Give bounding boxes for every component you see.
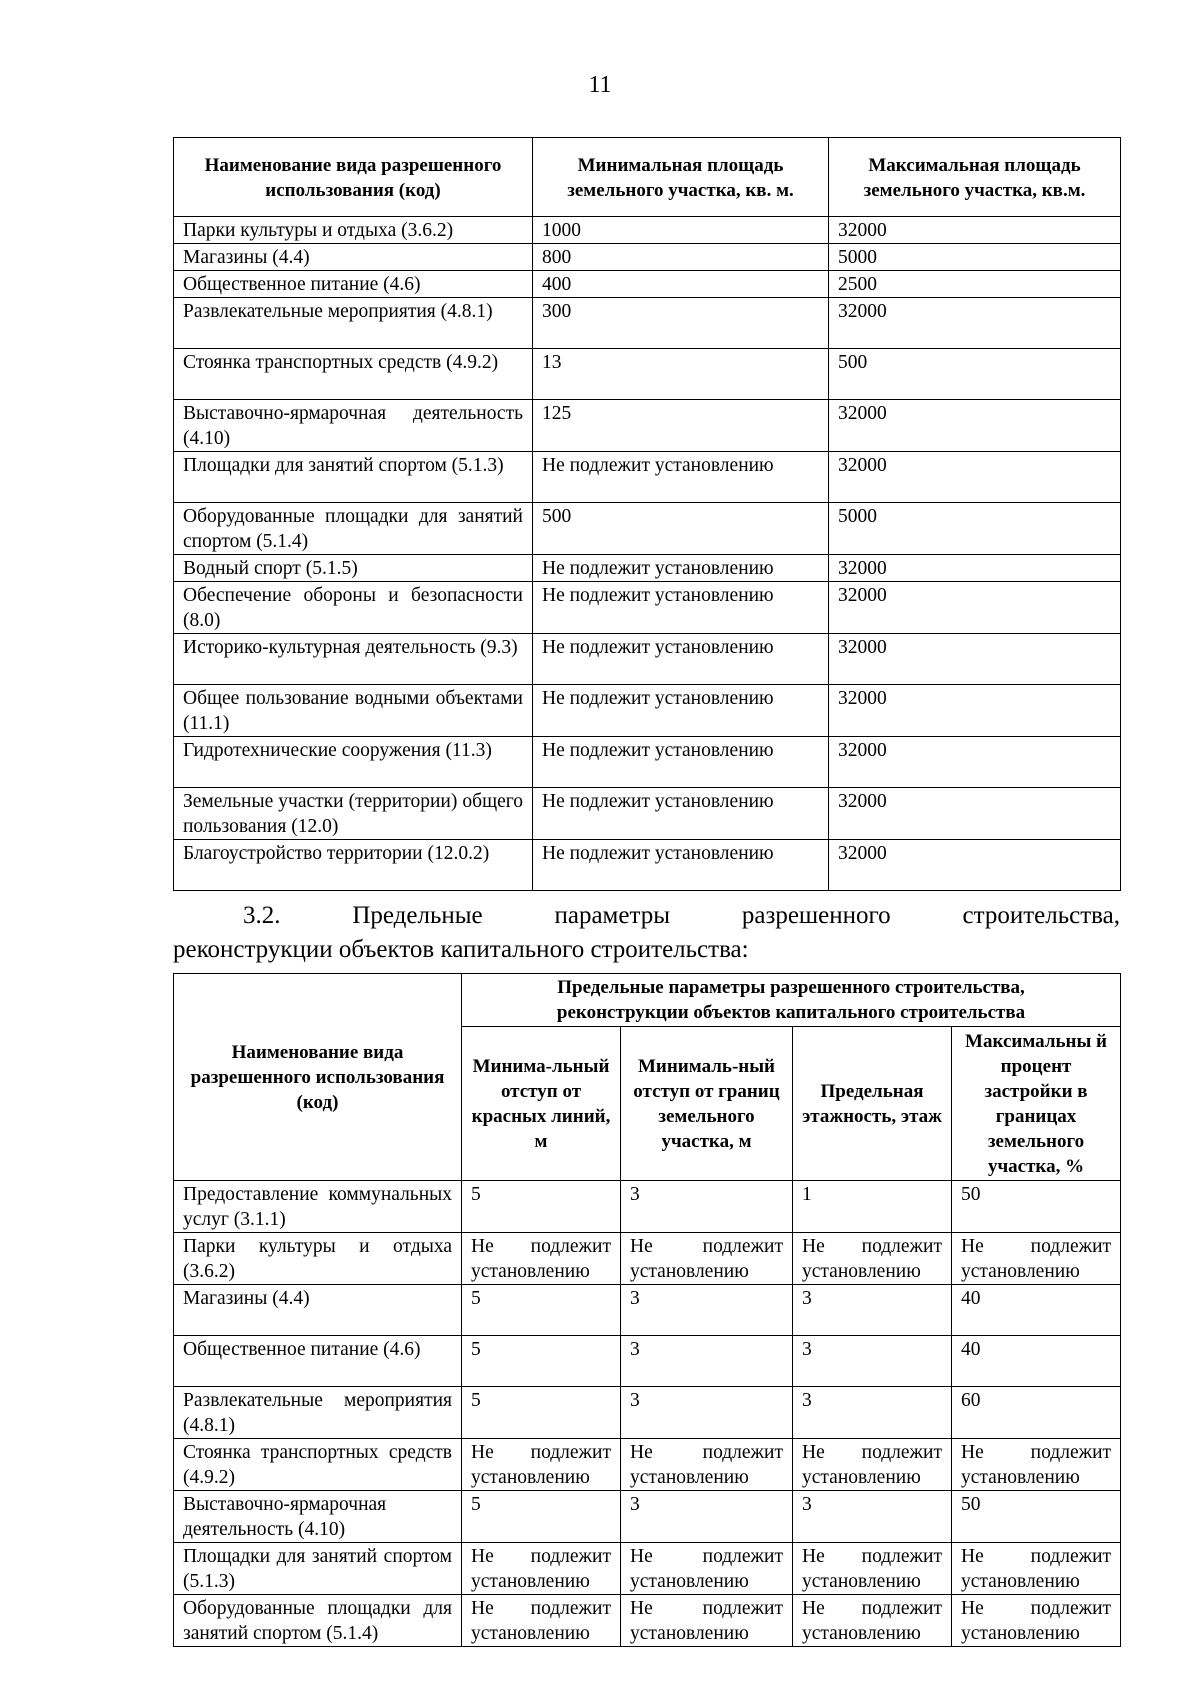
use-type-cell: Оборудованные площадки для занятий спортом (5.1.4) xyxy=(174,503,533,555)
min-area-cell: Не подлежит установлению xyxy=(533,840,829,891)
max-floors-cell: Не подлежит установлению xyxy=(793,1439,952,1491)
table-row xyxy=(174,555,1121,582)
table-row xyxy=(174,1233,1121,1285)
page-number: 11 xyxy=(588,72,612,98)
header-min-area: Минимальная площадь земельного участка, кв. м. xyxy=(533,138,829,217)
min-red-line-cell: Не подлежит установлению xyxy=(462,1595,621,1647)
min-area-cell: Не подлежит установлению xyxy=(533,737,829,788)
use-type-cell: Гидротехнические сооружения (11.3) xyxy=(174,737,533,788)
max-area-cell: 32000 xyxy=(829,582,1121,634)
table-row xyxy=(174,1595,1121,1647)
table-row xyxy=(174,1439,1121,1491)
table-row xyxy=(174,271,1121,298)
max-floors-cell: Не подлежит установлению xyxy=(793,1233,952,1285)
max-area-cell: 500 xyxy=(829,349,1121,400)
table-row xyxy=(174,503,1121,555)
use-type-cell: Благоустройство территории (12.0.2) xyxy=(174,840,533,891)
table-row xyxy=(174,1181,1121,1233)
header-max-area: Максимальная площадь земельного участка, кв.м. xyxy=(829,138,1121,217)
use-type-cell: Оборудованные площадки для занятий спортом (5.1.4) xyxy=(174,1595,462,1647)
max-floors-cell: 1 xyxy=(793,1181,952,1233)
use-type-cell: Общее пользование водными объектами (11.1) xyxy=(174,685,533,737)
max-area-cell: 32000 xyxy=(829,788,1121,840)
section-word: Предельные xyxy=(352,902,483,929)
building-params-table xyxy=(173,973,1121,1647)
table-row xyxy=(174,1285,1121,1336)
table-row xyxy=(174,349,1121,400)
max-area-cell: 32000 xyxy=(829,452,1121,503)
max-area-cell: 32000 xyxy=(829,840,1121,891)
min-border-cell: 3 xyxy=(621,1181,793,1233)
min-area-cell: Не подлежит установлению xyxy=(533,555,829,582)
use-type-cell: Развлекательные мероприятия (4.8.1) xyxy=(174,298,533,349)
min-border-cell: Не подлежит установлению xyxy=(621,1233,793,1285)
min-area-cell: 125 xyxy=(533,400,829,452)
max-coverage-cell: Не подлежит установлению xyxy=(952,1543,1121,1595)
use-type-cell: Стоянка транспортных средств (4.9.2) xyxy=(174,1439,462,1491)
max-coverage-cell: 40 xyxy=(952,1285,1121,1336)
use-type-cell: Площадки для занятий спортом (5.1.3) xyxy=(174,452,533,503)
max-area-cell: 32000 xyxy=(829,555,1121,582)
use-type-cell: Магазины (4.4) xyxy=(174,244,533,271)
min-red-line-cell: 5 xyxy=(462,1491,621,1543)
use-type-cell: Выставочно-ярмарочная деятельность (4.10) xyxy=(174,400,533,452)
table-row xyxy=(174,1543,1121,1595)
header-params-group: Предельные параметры разрешенного строительства, реконструкции объектов капитального строительства xyxy=(462,974,1121,1027)
min-border-cell: 3 xyxy=(621,1387,793,1439)
min-border-cell: 3 xyxy=(621,1336,793,1387)
min-border-cell: Не подлежит установлению xyxy=(621,1595,793,1647)
max-coverage-cell: 50 xyxy=(952,1181,1121,1233)
table-row xyxy=(174,452,1121,503)
table-row xyxy=(174,634,1121,685)
min-area-cell: 400 xyxy=(533,271,829,298)
min-border-cell: Не подлежит установлению xyxy=(621,1543,793,1595)
min-red-line-cell: Не подлежит установлению xyxy=(462,1439,621,1491)
use-type-cell: Общественное питание (4.6) xyxy=(174,1336,462,1387)
table-row xyxy=(174,737,1121,788)
max-floors-cell: 3 xyxy=(793,1387,952,1439)
min-area-cell: 1000 xyxy=(533,217,829,244)
min-area-cell: Не подлежит установлению xyxy=(533,685,829,737)
use-type-cell: Развлекательные мероприятия (4.8.1) xyxy=(174,1387,462,1439)
table-header-row xyxy=(174,138,1121,217)
min-area-cell: 300 xyxy=(533,298,829,349)
min-border-cell: Не подлежит установлению xyxy=(621,1439,793,1491)
max-floors-cell: 3 xyxy=(793,1336,952,1387)
max-coverage-cell: 60 xyxy=(952,1387,1121,1439)
max-floors-cell: Не подлежит установлению xyxy=(793,1543,952,1595)
min-border-cell: 3 xyxy=(621,1285,793,1336)
section-number: 3.2. xyxy=(243,902,281,929)
use-type-cell: Выставочно-ярмарочная деятельность (4.10) xyxy=(174,1491,462,1543)
min-red-line-cell: Не подлежит установлению xyxy=(462,1233,621,1285)
max-area-cell: 5000 xyxy=(829,503,1121,555)
use-type-cell: Предоставление коммунальных услуг (3.1.1) xyxy=(174,1181,462,1233)
use-type-cell: Парки культуры и отдыха (3.6.2) xyxy=(174,1233,462,1285)
use-type-cell: Историко-культурная деятельность (9.3) xyxy=(174,634,533,685)
section-word: параметры xyxy=(554,902,670,929)
section-heading-line2: реконструкции объектов капитального строительства: xyxy=(173,936,749,963)
max-coverage-cell: 40 xyxy=(952,1336,1121,1387)
min-area-cell: Не подлежит установлению xyxy=(533,788,829,840)
table-row xyxy=(174,1387,1121,1439)
table-row xyxy=(174,582,1121,634)
table-header-row xyxy=(174,974,1121,1027)
header-min-red-line: Минима-льный отступ от красных линий, м xyxy=(462,1027,621,1181)
use-type-cell: Стоянка транспортных средств (4.9.2) xyxy=(174,349,533,400)
max-area-cell: 32000 xyxy=(829,217,1121,244)
header-min-border: Минималь-ный отступ от границ земельного участка, м xyxy=(621,1027,793,1181)
max-area-cell: 32000 xyxy=(829,737,1121,788)
header-max-floors: Предельная этажность, этаж xyxy=(793,1027,952,1181)
max-area-cell: 5000 xyxy=(829,244,1121,271)
max-coverage-cell: 50 xyxy=(952,1491,1121,1543)
table-row xyxy=(174,1491,1121,1543)
section-word: строительства, xyxy=(962,902,1120,929)
min-red-line-cell: 5 xyxy=(462,1387,621,1439)
max-area-cell: 2500 xyxy=(829,271,1121,298)
table-row xyxy=(174,685,1121,737)
use-type-cell: Парки культуры и отдыха (3.6.2) xyxy=(174,217,533,244)
header-max-coverage: Максимальны й процент застройки в границах земельного участка, % xyxy=(952,1027,1121,1181)
max-coverage-cell: Не подлежит установлению xyxy=(952,1439,1121,1491)
use-type-cell: Магазины (4.4) xyxy=(174,1285,462,1336)
max-coverage-cell: Не подлежит установлению xyxy=(952,1595,1121,1647)
use-type-cell: Общественное питание (4.6) xyxy=(174,271,533,298)
table-row xyxy=(174,244,1121,271)
min-area-cell: 800 xyxy=(533,244,829,271)
table-row xyxy=(174,788,1121,840)
max-area-cell: 32000 xyxy=(829,634,1121,685)
max-floors-cell: 3 xyxy=(793,1285,952,1336)
table-row xyxy=(174,840,1121,891)
section-heading-line1 xyxy=(173,899,1120,933)
min-area-cell: Не подлежит установлению xyxy=(533,582,829,634)
min-red-line-cell: 5 xyxy=(462,1336,621,1387)
min-area-cell: Не подлежит установлению xyxy=(533,634,829,685)
max-area-cell: 32000 xyxy=(829,685,1121,737)
table-row xyxy=(174,400,1121,452)
table-row xyxy=(174,298,1121,349)
min-red-line-cell: 5 xyxy=(462,1181,621,1233)
min-red-line-cell: 5 xyxy=(462,1285,621,1336)
land-area-table xyxy=(173,137,1121,891)
min-border-cell: 3 xyxy=(621,1491,793,1543)
section-word: разрешенного xyxy=(741,902,891,929)
header-use-type: Наименование вида разрешенного использования (код) xyxy=(174,974,462,1181)
use-type-cell: Площадки для занятий спортом (5.1.3) xyxy=(174,1543,462,1595)
max-floors-cell: Не подлежит установлению xyxy=(793,1595,952,1647)
min-area-cell: 500 xyxy=(533,503,829,555)
section-heading xyxy=(173,899,1120,967)
table-row xyxy=(174,217,1121,244)
table-row xyxy=(174,1336,1121,1387)
min-red-line-cell: Не подлежит установлению xyxy=(462,1543,621,1595)
max-area-cell: 32000 xyxy=(829,298,1121,349)
max-area-cell: 32000 xyxy=(829,400,1121,452)
use-type-cell: Земельные участки (территории) общего пользования (12.0) xyxy=(174,788,533,840)
use-type-cell: Водный спорт (5.1.5) xyxy=(174,555,533,582)
min-area-cell: Не подлежит установлению xyxy=(533,452,829,503)
max-floors-cell: 3 xyxy=(793,1491,952,1543)
min-area-cell: 13 xyxy=(533,349,829,400)
header-use-type: Наименование вида разрешенного использования (код) xyxy=(174,138,533,217)
max-coverage-cell: Не подлежит установлению xyxy=(952,1233,1121,1285)
use-type-cell: Обеспечение обороны и безопасности (8.0) xyxy=(174,582,533,634)
